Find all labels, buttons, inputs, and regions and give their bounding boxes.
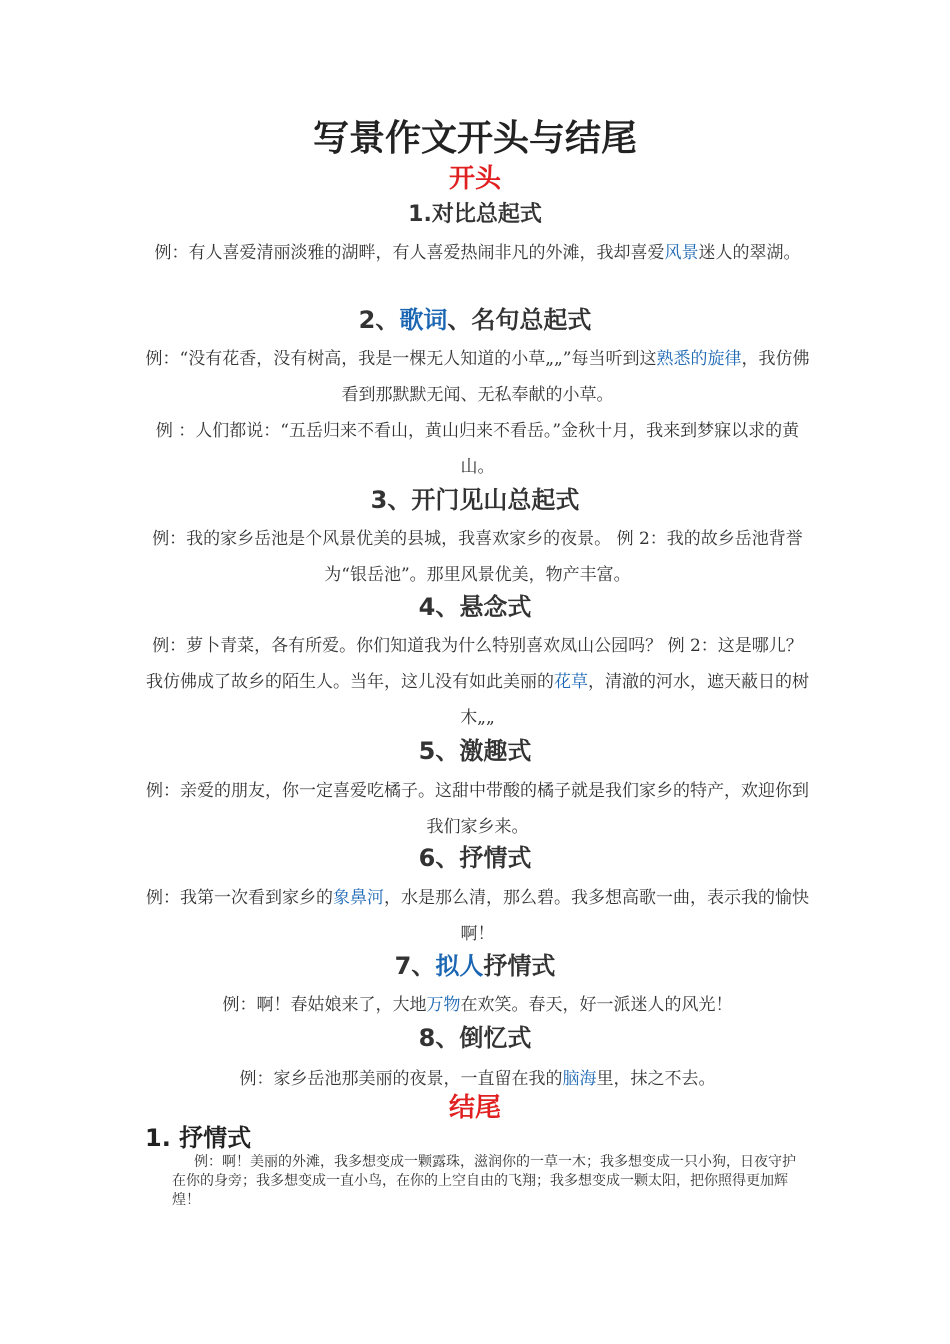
section-heading-3: 3、开门见山总起式 [370,486,580,514]
example-paragraph-2a [145,341,810,413]
example-text: 例：萝卜青菜，各有所爱。你们知道我为什么特别喜欢凤山公园吗？ 例 2：这是哪儿？我仿佛成了故乡的陌生人。当年，这儿没有如此美丽的 [146,636,803,692]
heading-prefix: 7、 [394,952,436,980]
example-text: 例：啊！春姑娘来了，大地 [222,995,427,1015]
example-text: 例：我第一次看到家乡的 [146,888,333,908]
ending-paragraph-1: 例：啊！美丽的外滩，我多想变成一颗露珠，滋润你的一草一木；我多想变成一只小狗，日夜守护在你的身旁；我多想变成一直小鸟，在你的上空自由的飞翔；我多想变成一颗太阳，把你照得更加辉煌！ [172,1154,796,1208]
example-text: ，水是那么清，那么碧。我多想高歌一曲，表示我的愉快啊！ [384,888,809,944]
heading-prefix: 2、 [358,306,400,334]
link-fengjing[interactable]: 风景 [664,243,699,263]
ending-section-heading-1: 1. 抒情式 [145,1124,252,1152]
section-heading-4: 4、悬念式 [418,593,532,621]
example-text: 例：家乡岳池那美丽的夜景，一直留在我的 [239,1069,563,1089]
link-xiangbihe[interactable]: 象鼻河 [333,888,384,908]
example-paragraph-1 [145,235,810,271]
example-paragraph-5 [145,773,810,845]
page-title: 写景作文开头与结尾 [312,117,637,159]
example-text: 例：我的家乡岳池是个风景优美的县城，我喜欢家乡的夜景。 例 2：我的故乡岳池背誉为“银岳池”。那里风景优美，物产丰富。 [152,529,803,585]
section-heading-2 [0,304,950,336]
opening-heading: 开头 [448,164,501,194]
example-text: 迷人的翠湖。 [698,243,801,263]
example-paragraph-6 [145,880,810,952]
heading-suffix: 、名句总起式 [447,306,592,334]
example-text: ，我仿佛看到那默默无闻、无私奉献的小草。 [341,349,810,405]
example-text: 例：亲爱的朋友，你一定喜爱吃橘子。这甜中带酸的橘子就是我们家乡的特产，欢迎你到我们家乡来。 [146,781,809,837]
heading-suffix: 抒情式 [483,952,556,980]
section-heading-5: 5、激趣式 [418,737,532,765]
example-text: 里，抹之不去。 [596,1069,716,1089]
link-naohai[interactable]: 脑海 [562,1069,597,1089]
section-heading-6: 6、抒情式 [418,844,532,872]
section-heading-1: 1.对比总起式 [408,202,542,227]
link-huacao[interactable]: 花草 [554,672,588,692]
example-text: ，清澈的河水，遮天蔽日的树木„„ [460,672,809,728]
example-text: 在欢笑。春天，好一派迷人的风光！ [460,995,733,1015]
example-paragraph-7 [145,987,810,1023]
link-geci[interactable]: 歌词 [399,306,448,334]
example-text: 例：“没有花香，没有树高，我是一棵无人知道的小草„„”每当听到这 [145,349,657,369]
example-paragraph-3 [145,521,810,593]
section-heading-7 [0,950,950,982]
example-paragraph-2b [145,413,810,485]
link-wanwu[interactable]: 万物 [426,995,461,1015]
example-paragraph-4 [145,628,810,736]
example-text: 例 ：人们都说：“五岳归来不看山，黄山归来不看岳。”金秋十月，我来到梦寐以求的黄山。 [155,421,800,477]
example-text: 例：有人喜爱清丽淡雅的湖畔，有人喜爱热闹非凡的外滩，我却喜爱 [154,243,665,263]
section-heading-8: 8、倒忆式 [418,1024,532,1052]
link-niren[interactable]: 拟人 [435,952,484,980]
link-shuxi-xuanlv[interactable]: 熟悉的旋律 [656,349,742,369]
ending-heading: 结尾 [448,1093,501,1123]
